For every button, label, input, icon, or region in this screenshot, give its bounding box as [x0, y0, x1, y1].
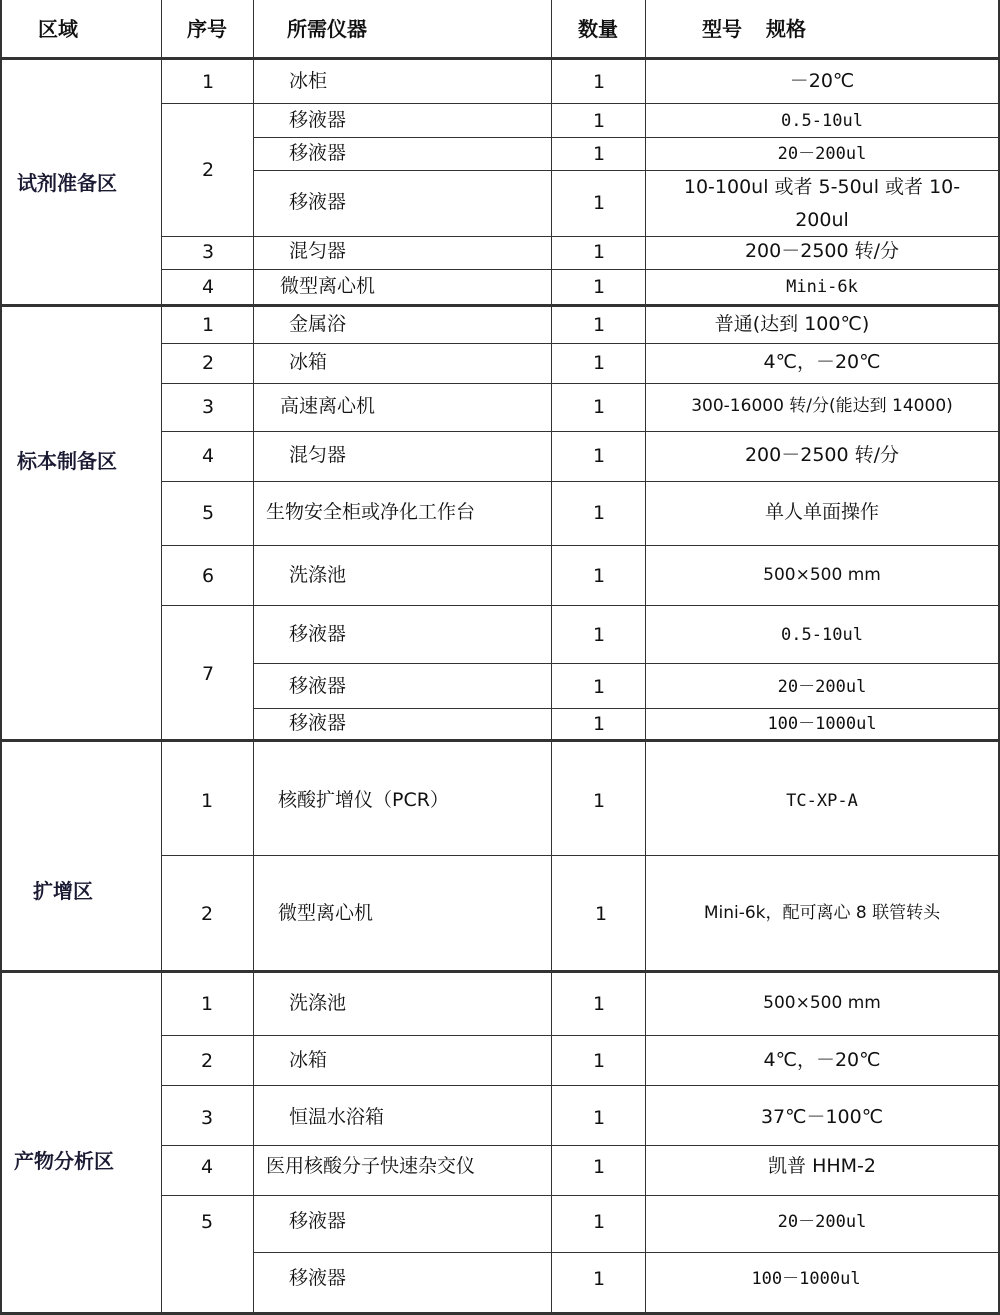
row-model: 300-16000 转/分(能达到 14000) — [691, 396, 953, 416]
row-model: 37℃－100℃ — [760, 1106, 884, 1128]
row-model: 100－1000ul — [767, 714, 877, 734]
row-instrument: 医用核酸分子快速杂交仪 — [266, 1155, 476, 1177]
row-seq: 7 — [201, 663, 215, 685]
row-qty: 1 — [592, 192, 606, 214]
row-qty: 1 — [592, 241, 606, 263]
row-qty: 1 — [592, 502, 606, 524]
row-divider — [161, 1145, 1000, 1146]
row-model: 普通(达到 100℃) — [714, 313, 870, 335]
row-seq: 2 — [201, 159, 215, 181]
row-qty: 1 — [592, 71, 606, 93]
row-qty: 1 — [592, 565, 606, 587]
row-divider — [161, 1085, 1000, 1086]
row-divider — [253, 708, 1000, 709]
row-divider — [253, 1252, 1000, 1253]
zone-label: 标本制备区 — [17, 449, 117, 473]
row-seq: 3 — [201, 241, 215, 263]
row-seq: 1 — [200, 993, 214, 1015]
row-seq: 1 — [201, 71, 215, 93]
row-model: 200－2500 转/分 — [744, 444, 900, 466]
row-divider — [161, 343, 1000, 344]
row-divider — [161, 1035, 1000, 1036]
row-seq: 5 — [201, 502, 215, 524]
row-seq: 1 — [201, 314, 215, 336]
row-instrument: 移液器 — [289, 191, 347, 213]
row-model: 4℃，－20℃ — [763, 351, 881, 373]
row-model: 200－2500 转/分 — [744, 240, 900, 262]
column-divider — [161, 0, 162, 1315]
row-model: 20－200ul — [777, 1212, 867, 1232]
row-instrument: 冰箱 — [289, 351, 328, 373]
row-instrument: 移液器 — [289, 1210, 347, 1232]
column-divider — [551, 0, 552, 1315]
row-model: 20－200ul — [777, 677, 867, 697]
row-divider — [161, 431, 1000, 432]
zone-label: 产物分析区 — [14, 1149, 114, 1173]
header-qty: 数量 — [578, 17, 618, 41]
row-qty: 1 — [592, 276, 606, 298]
row-instrument: 移液器 — [289, 675, 347, 697]
row-instrument: 核酸扩增仪（PCR） — [278, 789, 449, 811]
row-model: 单人单面操作 — [764, 501, 880, 523]
row-seq: 3 — [201, 396, 215, 418]
row-model: 凯普 HHM-2 — [768, 1155, 876, 1177]
row-divider — [161, 103, 1000, 104]
row-instrument: 混匀器 — [289, 240, 347, 262]
header-zone: 区域 — [38, 17, 78, 41]
zone-divider — [0, 304, 1000, 307]
row-instrument: 微型离心机 — [280, 275, 376, 297]
row-instrument: 生物安全柜或净化工作台 — [266, 501, 476, 523]
row-divider — [161, 383, 1000, 384]
row-divider — [253, 137, 1000, 138]
row-instrument: 冰箱 — [289, 1049, 328, 1071]
row-seq: 2 — [200, 1050, 214, 1072]
row-seq: 4 — [201, 445, 215, 467]
row-seq: 1 — [200, 790, 214, 812]
row-divider — [161, 481, 1000, 482]
row-seq: 2 — [201, 352, 215, 374]
header-seq: 序号 — [187, 17, 227, 41]
row-divider — [161, 855, 1000, 856]
row-model: 10-100ul 或者 5-50ul 或者 10-200ul — [683, 176, 961, 231]
row-model: 0.5-10ul — [781, 625, 863, 645]
row-qty: 1 — [592, 1107, 606, 1129]
row-model: Mini-6k，配可离心 8 联管转头 — [703, 903, 941, 923]
row-instrument: 移液器 — [289, 109, 347, 131]
row-instrument: 恒温水浴箱 — [289, 1106, 385, 1128]
row-qty: 1 — [592, 790, 606, 812]
row-divider — [253, 663, 1000, 664]
row-instrument: 移液器 — [289, 1267, 347, 1289]
row-qty: 1 — [592, 993, 606, 1015]
row-divider — [161, 545, 1000, 546]
row-instrument: 移液器 — [289, 142, 347, 164]
zone-divider — [0, 970, 1000, 973]
row-model: －20℃ — [789, 70, 855, 92]
zone-label: 试剂准备区 — [17, 171, 117, 195]
row-qty: 1 — [592, 396, 606, 418]
row-instrument: 洗涤池 — [289, 564, 347, 586]
row-qty: 1 — [592, 1268, 606, 1290]
row-seq: 4 — [201, 276, 215, 298]
column-divider — [253, 0, 254, 1315]
row-divider — [161, 605, 1000, 606]
row-seq: 4 — [200, 1156, 214, 1178]
row-qty: 1 — [592, 1156, 606, 1178]
row-seq: 3 — [200, 1107, 214, 1129]
row-seq: 6 — [201, 565, 215, 587]
row-qty: 1 — [592, 314, 606, 336]
header-instrument: 所需仪器 — [287, 17, 367, 41]
row-model: 500×500 mm — [763, 565, 881, 585]
row-model: 0.5-10ul — [781, 111, 863, 131]
zone-divider — [0, 739, 1000, 742]
row-model: 4℃，－20℃ — [763, 1049, 881, 1071]
row-qty: 1 — [592, 1050, 606, 1072]
row-qty: 1 — [592, 143, 606, 165]
row-model: TC-XP-A — [786, 791, 858, 811]
row-instrument: 微型离心机 — [278, 902, 374, 924]
row-qty: 1 — [592, 110, 606, 132]
row-instrument: 冰柜 — [289, 70, 328, 92]
row-divider — [161, 269, 1000, 270]
zone-divider — [0, 57, 1000, 60]
row-qty: 1 — [594, 903, 608, 925]
header-spec: 规格 — [766, 17, 806, 41]
row-instrument: 金属浴 — [289, 313, 347, 335]
row-instrument: 移液器 — [289, 712, 347, 734]
row-model: 100－1000ul — [751, 1269, 861, 1289]
row-model: 500×500 mm — [763, 993, 881, 1013]
row-qty: 1 — [592, 713, 606, 735]
row-model: Mini-6k — [786, 277, 858, 297]
column-divider — [645, 0, 646, 1315]
row-qty: 1 — [592, 352, 606, 374]
row-seq: 2 — [200, 903, 214, 925]
row-divider — [161, 1195, 1000, 1196]
row-instrument: 洗涤池 — [289, 992, 347, 1014]
row-qty: 1 — [592, 624, 606, 646]
table-border — [0, 0, 2, 1315]
row-instrument: 高速离心机 — [280, 395, 376, 417]
row-qty: 1 — [592, 1211, 606, 1233]
row-instrument: 混匀器 — [289, 444, 347, 466]
row-seq: 5 — [200, 1211, 214, 1233]
row-instrument: 移液器 — [289, 623, 347, 645]
row-model: 20－200ul — [777, 144, 867, 164]
row-qty: 1 — [592, 445, 606, 467]
zone-label: 扩增区 — [33, 879, 93, 903]
row-qty: 1 — [592, 676, 606, 698]
header-model: 型号 — [702, 17, 742, 41]
